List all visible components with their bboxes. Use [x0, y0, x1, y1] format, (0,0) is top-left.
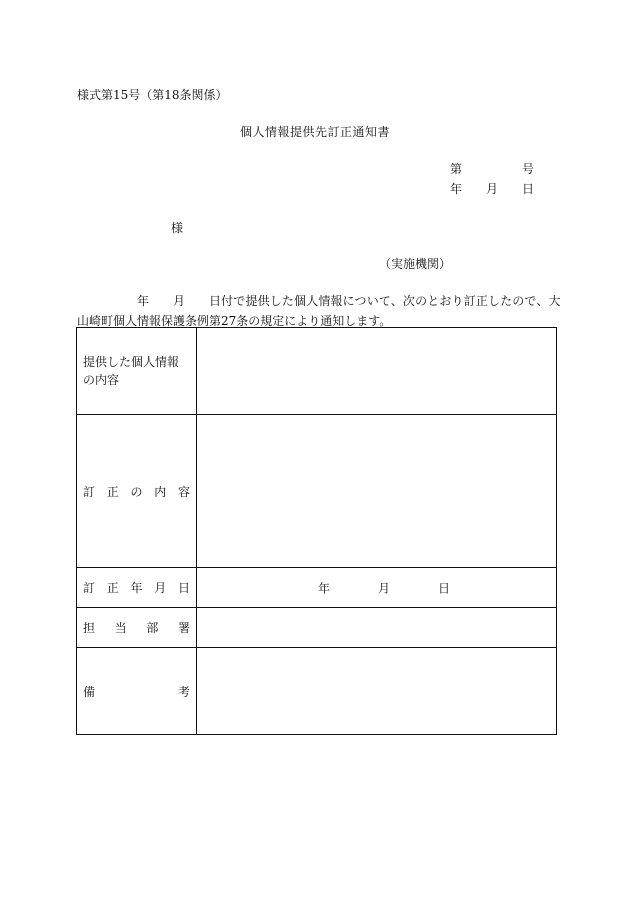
implementing-agency: （実施機関） [379, 257, 452, 271]
department-row [77, 608, 557, 648]
addressee-honorific: 様 [171, 221, 184, 235]
provided-info-label: 提供した個人情報 の内容 [77, 328, 197, 415]
remarks-label: 備 考 [77, 648, 197, 735]
correction-date-field[interactable] [197, 568, 557, 608]
document-date-line [450, 180, 535, 196]
document-title: 個人情報提供先訂正通知書 [239, 125, 390, 139]
dai-label: 第 [450, 162, 463, 176]
date-year-label: 年 [318, 581, 331, 595]
body-year: 年 [137, 294, 150, 308]
date-month-label: 月 [378, 581, 391, 595]
month-label: 月 [486, 182, 499, 196]
document-number-line [450, 160, 535, 176]
department-field[interactable] [197, 608, 557, 648]
department-label: 担 当 部 署 [77, 608, 197, 648]
form-number: 様式第15号（第18条関係） [77, 88, 228, 102]
correction-content-label: 訂 正 の 内 容 [77, 415, 197, 568]
remarks-field[interactable] [197, 648, 557, 735]
provided-info-row [77, 328, 557, 415]
day-label: 日 [522, 182, 535, 196]
correction-content-row [77, 415, 557, 568]
remarks-row [77, 648, 557, 735]
correction-content-field[interactable] [197, 415, 557, 568]
year-label: 年 [450, 182, 463, 196]
body-month: 月 [173, 294, 186, 308]
notification-form-table [76, 327, 557, 735]
go-label: 号 [522, 162, 535, 176]
date-day-label: 日 [438, 581, 451, 595]
body-line1-rest: 日付で提供した個人情報について、次のとおり訂正したので、大 [209, 294, 561, 308]
provided-info-field[interactable] [197, 328, 557, 415]
body-text-line-2: 山崎町個人情報保護条例第27条の規定により通知します。 [77, 314, 392, 328]
correction-date-label: 訂 正 年 月 日 [77, 568, 197, 608]
correction-date-row [77, 568, 557, 608]
